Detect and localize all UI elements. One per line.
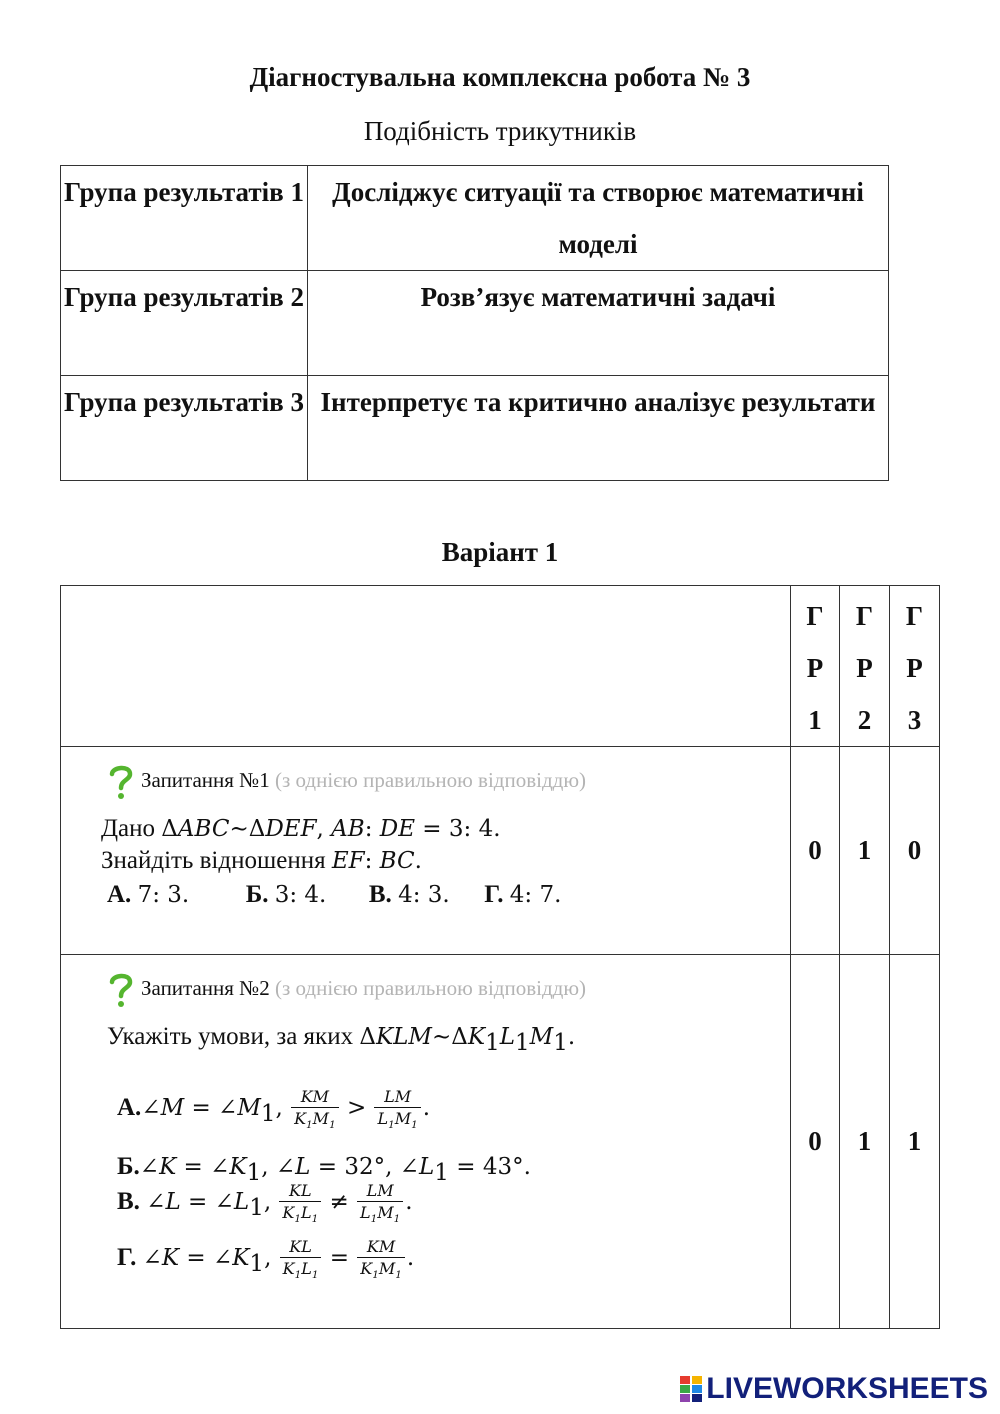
question-2-option-c[interactable]: В. ∠L = $\angle L_1$, $\frac{KL}{K_1L_1}$ ≠ $\frac{LM}{L_1M_1}$ . xyxy=(117,1181,413,1226)
page-subtitle: Подібність трикутників xyxy=(363,116,637,146)
page-title: Діагностувальна комплексна робота № 3 xyxy=(249,62,751,92)
table-row xyxy=(61,955,940,1329)
results-groups-table xyxy=(60,165,889,481)
group-label: Група результатів 1 xyxy=(61,166,308,271)
option-d[interactable]: Г. 4: 7. xyxy=(484,881,562,908)
questions-table xyxy=(60,585,940,1329)
table-row xyxy=(61,376,889,481)
gr2-column-header: Г Р 2 xyxy=(840,586,890,747)
option-b[interactable]: Б. 3: 4. xyxy=(245,881,327,908)
score-gr1: 0 xyxy=(791,747,840,955)
group-label: Група результатів 3 xyxy=(61,376,308,481)
question-1-line-2: Знайдіть відношення EF: BC. xyxy=(101,847,422,874)
question-1-line-1: Дано ΔABC∼ΔDEF, AB: DE = 3: 4. xyxy=(101,815,501,842)
gr1-column-header: Г Р 1 xyxy=(791,586,840,747)
option-a[interactable]: А. 7: 3. xyxy=(107,881,190,908)
question-2-prompt: Укажіть умови, за яких $\Delta KLM\sim\Delta K_1L_1M_1$. xyxy=(107,1023,576,1056)
table-header-row xyxy=(61,586,940,747)
score-gr2: 1 xyxy=(840,955,890,1329)
score-gr3: 0 xyxy=(890,747,940,955)
gr3-column-header: Г Р 3 xyxy=(890,586,940,747)
question-2-header: Запитання №2 (з однією правильною відповіддю) xyxy=(107,971,586,1015)
group-description: Розв’язує математичні задачі xyxy=(308,271,889,376)
question-1-cell xyxy=(61,747,791,955)
table-row xyxy=(61,747,940,955)
question-2-cell xyxy=(61,955,791,1329)
question-header-cell xyxy=(61,586,791,747)
group-label: Група результатів 2 xyxy=(61,271,308,376)
question-mark-icon xyxy=(107,971,135,1015)
question-2-option-d[interactable]: Г. ∠K = $\angle K_1$, $\frac{KL}{K_1L_1}$ = $\frac{KM}{K_1M_1}$ . xyxy=(117,1237,415,1282)
liveworksheets-logo-icon xyxy=(680,1376,702,1410)
question-2-option-a[interactable]: А.∠M = $\angle M_1$, $\frac{KM}{K_1M_1}$ > $\frac{LM}{L_1M_1}$ . xyxy=(117,1087,431,1132)
table-row xyxy=(61,271,889,376)
question-1-header: Запитання №1 (з однією правильною відповіддю) xyxy=(107,763,586,807)
question-2-option-b[interactable]: Б.∠K = $\angle K_1$, ∠L = 32°, $\angle L_1 = 43^\circ$. xyxy=(117,1153,531,1186)
variant-title: Варіант 1 xyxy=(441,537,559,567)
score-gr3: 1 xyxy=(890,955,940,1329)
group-description: Досліджує ситуації та створює математичні моделі xyxy=(308,166,889,271)
table-row xyxy=(61,166,889,271)
question-mark-icon xyxy=(107,763,135,807)
score-gr2: 1 xyxy=(840,747,890,955)
option-c[interactable]: В. 4: 3. xyxy=(368,881,450,908)
liveworksheets-logo[interactable]: LIVEWORKSHEETS xyxy=(680,1372,988,1410)
group-description: Інтерпретує та критично аналізує результати xyxy=(308,376,889,481)
question-1-options xyxy=(107,881,561,909)
score-gr1: 0 xyxy=(791,955,840,1329)
